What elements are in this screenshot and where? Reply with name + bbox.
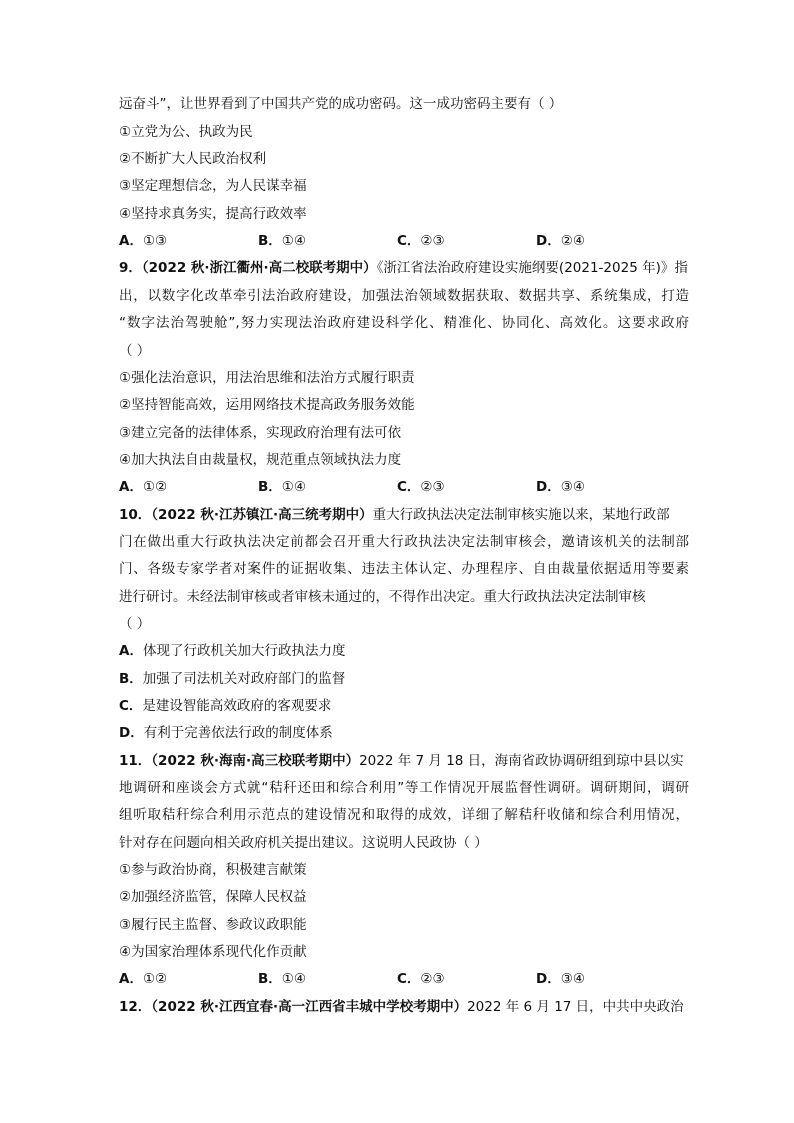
q10-stem-line-2: 门在做出重大行政执法决定前都会召开重大行政执法决定法制审核会，邀请该机关的法制部 [119, 534, 689, 550]
q9-stem-line-2: 出，以数字化改革牵引法治政府建设，加强法治领域数据获取、数据共享、系统集成，打造 [119, 288, 689, 304]
q11-option-b: B．①④ [258, 971, 307, 987]
q11-option-a: A．①② [119, 971, 168, 987]
q10-choice-c: C．是建设智能高效政府的客观要求 [119, 698, 332, 714]
q10-stem-line-1: 10．（2022 秋·江苏镇江·高三统考期中）重大行政执法决定法制审核实施以来，某地行政部 [119, 507, 670, 523]
q10-stem-line-5: （ ） [119, 616, 151, 632]
q8-option-d: D．②④ [536, 233, 585, 249]
q10-choice-b: B．加强了司法机关对政府部门的监督 [119, 671, 346, 687]
q9-option-a: A．①② [119, 479, 168, 495]
q8-option-c: C．②③ [397, 233, 445, 249]
q11-item-4: ④为国家治理体系现代化作贡献 [119, 944, 307, 960]
q11-stem-line-4: 针对存在问题向相关政府机关提出建议。这说明人民政协（ ） [119, 835, 488, 851]
q11-item-3: ③履行民主监督、参政议政职能 [119, 917, 307, 933]
q11-item-2: ②加强经济监管，保障人民权益 [119, 889, 307, 905]
q11-option-c: C．②③ [397, 971, 445, 987]
q8-options [119, 232, 679, 250]
q9-option-c: C．②③ [397, 479, 445, 495]
q11-option-d: D．③④ [536, 971, 585, 987]
q8-item-2: ②不断扩大人民政治权利 [119, 151, 267, 167]
q8-item-3: ③坚定理想信念，为人民谋幸福 [119, 178, 307, 194]
q8-stem-tail: 远奋斗”，让世界看到了中国共产党的成功密码。这一成功密码主要有（ ） [119, 96, 563, 112]
q9-item-4: ④加大执法自由裁量权，规范重点领域执法力度 [119, 452, 402, 468]
q8-option-b: B．①④ [258, 233, 307, 249]
q9-item-2: ②坚持智能高效，运用网络技术提高政务服务效能 [119, 397, 415, 413]
q9-options [119, 478, 679, 496]
q10-choice-d: D．有利于完善依法行政的制度体系 [119, 725, 333, 741]
q9-stem-line-4: （ ） [119, 343, 151, 359]
q9-item-3: ③建立完备的法律体系，实现政府治理有法可依 [119, 425, 402, 441]
q8-item-4: ④坚持求真务实，提高行政效率 [119, 206, 307, 222]
q9-option-b: B．①④ [258, 479, 307, 495]
q11-stem-line-1: 11．（2022 秋·海南·高三校联考期中）2022 年 7 月 18 日，海南省政协调研组到琼中县以实 [119, 753, 684, 769]
q9-option-d: D．③④ [536, 479, 585, 495]
q11-stem-line-2: 地调研和座谈会方式就“秸秆还田和综合利用”等工作情况开展监督性调研。调研期间，调研 [119, 780, 689, 796]
q11-options [119, 970, 679, 988]
q12-stem-line-1: 12．（2022 秋·江西宜春·高一江西省丰城中学校考期中）2022 年 6 月 17 日，中共中央政治 [119, 999, 684, 1015]
q9-stem-line-1: 9．（2022 秋·浙江衢州·高二校联考期中）《浙江省法治政府建设实施纲要(2021-2025 年)》指 [119, 260, 688, 276]
q10-stem-line-3: 门、各级专家学者对案件的证据收集、违法主体认定、办理程序、自由裁量依据适用等要素 [119, 561, 689, 577]
q11-item-1: ①参与政治协商，积极建言献策 [119, 862, 307, 878]
q9-item-1: ①强化法治意识，用法治思维和法治方式履行职责 [119, 370, 415, 386]
q10-choice-a: A．体现了行政机关加大行政执法力度 [119, 643, 346, 659]
q10-stem-line-4: 进行研讨。未经法制审核或者审核未通过的，不得作出决定。重大行政执法决定法制审核 [119, 589, 646, 605]
q9-stem-line-3: “数字法治驾驶舱”,努力实现法治政府建设科学化、精准化、协同化、高效化。这要求政府 [119, 315, 689, 331]
q8-item-1: ①立党为公、执政为民 [119, 124, 253, 140]
q8-option-a: A．①③ [119, 233, 168, 249]
q11-stem-line-3: 组听取秸秆综合利用示范点的建设情况和取得的成效，详细了解秸秆收储和综合利用情况， [119, 807, 689, 823]
